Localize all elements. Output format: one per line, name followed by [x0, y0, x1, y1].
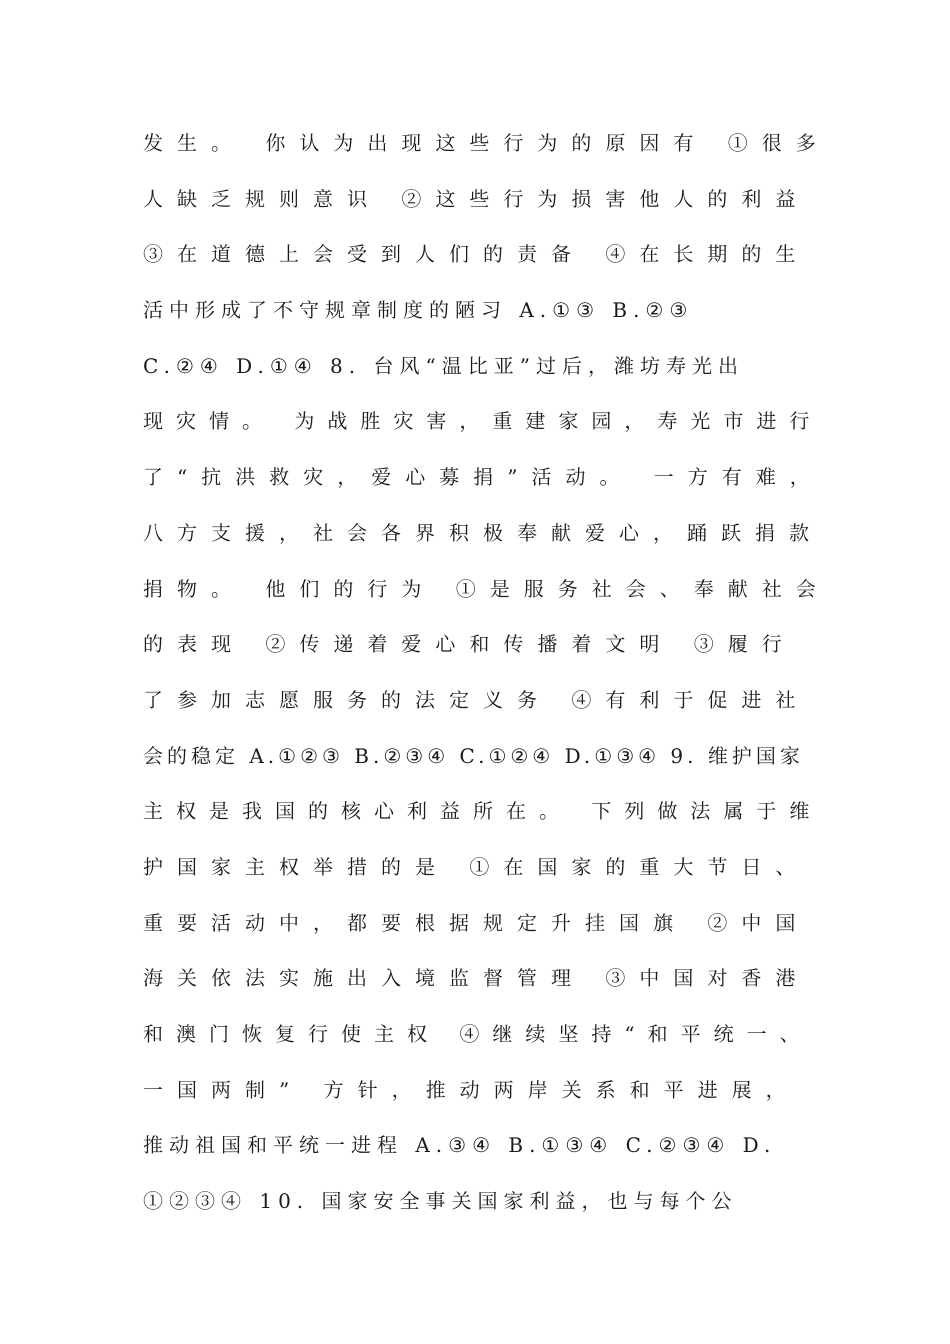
text-line-10: 的表现 ②传递着爱心和传播着文明 ③履行	[143, 632, 796, 657]
text-line-18: 一国两制” 方针，推动两岸关系和平进展，	[143, 1077, 800, 1102]
text-line-13: 主权是我国的核心利益所在。 下列做法属于维	[143, 799, 823, 824]
text-line-16: 海关依法实施出入境监督管理 ③中国对香港	[143, 966, 810, 991]
text-line-17: 和澳门恢复行使主权 ④继续坚持“和平统一、	[143, 1022, 813, 1046]
text-line-8: 八方支援，社会各界积极奉献爱心，踊跃捐款	[143, 520, 823, 545]
text-line-5: C.②④ D.①④ 8. 台风“温比亚”过后，潍坊寿光出	[143, 353, 744, 378]
text-line-14: 护国家主权举措的是 ①在国家的重大节日、	[143, 854, 810, 879]
text-line-12: 会的稳定 A.①②③ B.②③④ C.①②④ D.①③④ 9. 维护国家	[143, 743, 804, 768]
question-text-block	[143, 116, 833, 1230]
text-line-19: 推动祖国和平统一进程 A.③④ B.①③④ C.②③④ D.	[143, 1133, 777, 1158]
text-line-4: 活中形成了不守规章制度的陋习 A.①③ B.②③	[143, 298, 694, 323]
text-line-6: 现灾情。 为战胜灾害，重建家园，寿光市进行	[143, 409, 823, 434]
text-line-9: 捐物。 他们的行为 ①是服务社会、奉献社会	[143, 576, 830, 601]
text-line-2: 人缺乏规则意识 ②这些行为损害他人的利益	[143, 186, 810, 211]
text-line-15: 重要活动中，都要根据规定升挂国旗 ②中国	[143, 910, 810, 935]
text-line-11: 了参加志愿服务的法定义务 ④有利于促进社	[143, 687, 810, 712]
text-line-7: 了“抗洪救灾，爱心募捐”活动。 一方有难，	[143, 465, 824, 490]
text-line-1: 发生。 你认为出现这些行为的原因有 ①很多	[143, 131, 830, 155]
text-line-3: ③在道德上会受到人们的责备 ④在长期的生	[143, 242, 810, 267]
text-line-20: ①②③④ 10. 国家安全事关国家利益，也与每个公	[143, 1189, 738, 1214]
